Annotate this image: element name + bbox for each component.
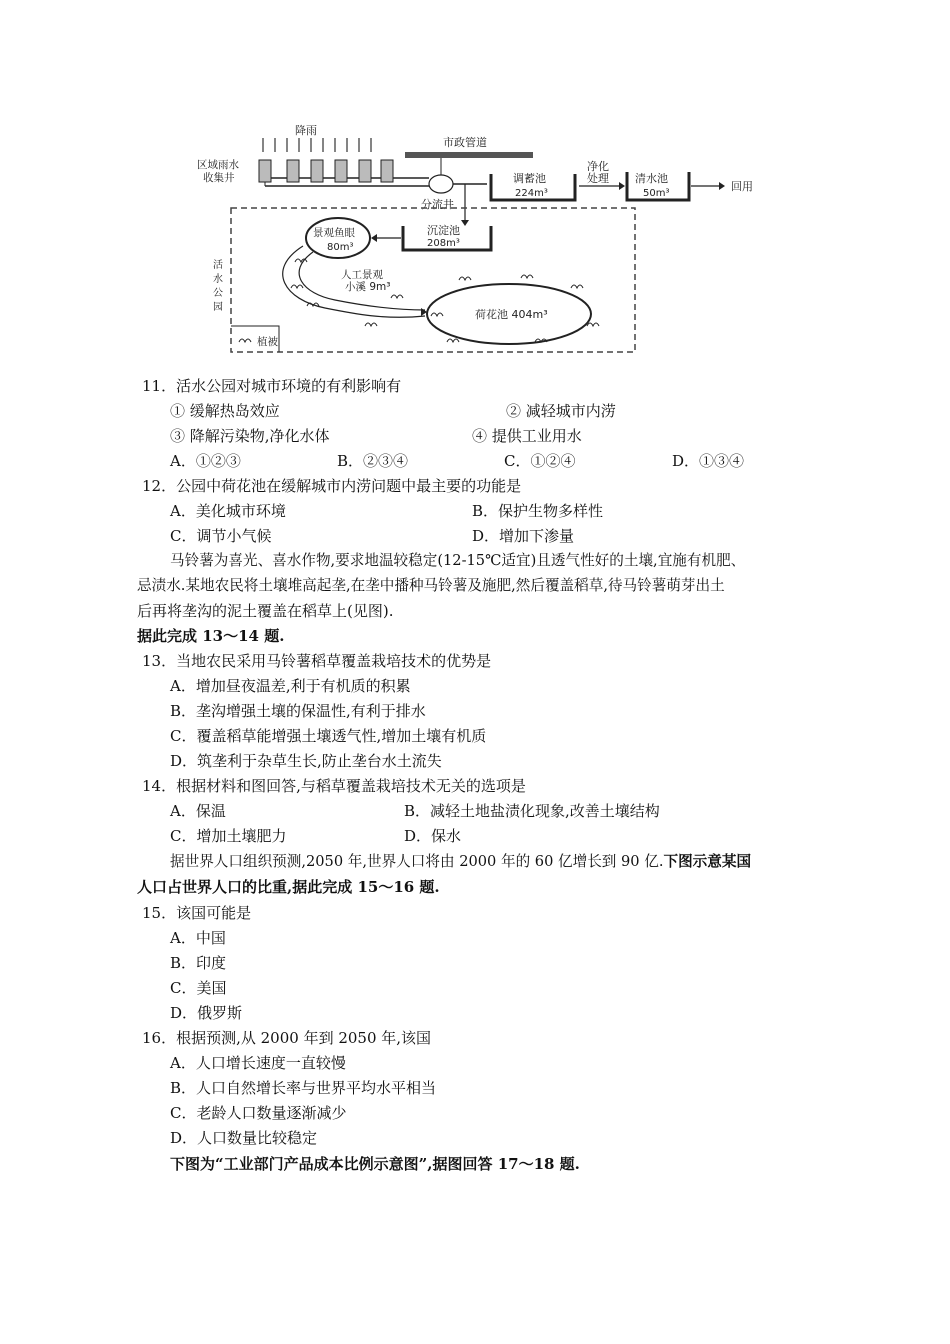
q13-option-b: B．垄沟增强土壤的保温性,有利于排水 <box>170 702 426 720</box>
q11-option-b: B．②③④ <box>337 452 409 470</box>
water-park-diagram <box>195 120 765 360</box>
passage1-line-3: 后再将垄沟的泥土覆盖在稻草上(见图). <box>137 602 394 620</box>
q14-option-a: A．保温 <box>170 802 226 820</box>
rain-label: 降雨 <box>295 124 317 137</box>
q15-option-d: D．俄罗斯 <box>170 1004 243 1022</box>
vegetation-legend-label: 植被 <box>257 336 278 348</box>
stream-label-1: 人工景观 <box>341 269 383 281</box>
q12-stem: 12．公园中荷花池在缓解城市内涝问题中最主要的功能是 <box>142 477 522 495</box>
collect-well-label-2: 收集井 <box>203 172 235 184</box>
q11-option-d: D．①③④ <box>672 452 745 470</box>
q11-item-4: ④ 提供工业用水 <box>472 427 582 445</box>
lotus-pool-label: 荷花池 404m³ <box>475 308 548 321</box>
diversion-well-label: 分流井 <box>421 198 454 211</box>
q14-option-d: D．保水 <box>404 827 462 845</box>
diversion-well <box>429 175 453 193</box>
settling-pool-label: 沉淀池 <box>427 224 460 237</box>
purify-label-2: 处理 <box>587 172 609 185</box>
regulating-pool-vol: 224m³ <box>515 188 548 199</box>
q12-option-b: B．保护生物多样性 <box>472 502 604 520</box>
q13-stem: 13．当地农民采用马铃薯稻草覆盖栽培技术的优势是 <box>142 652 492 670</box>
q15-option-c: C．美国 <box>170 979 227 997</box>
rain-arrows <box>263 138 371 152</box>
park-label: 活水公园 <box>213 260 223 313</box>
q11-option-a: A．①②③ <box>170 452 241 470</box>
q15-option-a: A．中国 <box>170 929 226 947</box>
passage2-line-1 <box>170 852 751 872</box>
q16-option-a: A．人口增长速度一直较慢 <box>170 1054 346 1072</box>
q16-option-b: B．人口自然增长率与世界平均水平相当 <box>170 1079 437 1097</box>
q14-stem: 14．根据材料和图回答,与稻草覆盖栽培技术无关的选项是 <box>142 777 526 795</box>
settling-pool-vol: 208m³ <box>427 238 460 249</box>
passage2-line-1b: 下图示意某国 <box>663 853 752 870</box>
q13-option-a: A．增加昼夜温差,利于有机质的积累 <box>170 677 411 695</box>
q12-option-c: C．调节小气候 <box>170 527 272 545</box>
q16-option-d: D．人口数量比较稳定 <box>170 1129 318 1147</box>
stream-label-2: 小溪 9m³ <box>345 281 391 293</box>
q11-item-2: ② 减轻城市内涝 <box>506 402 616 420</box>
q11-item-3: ③ 降解污染物,净化水体 <box>170 427 330 445</box>
purify-label-1: 净化 <box>587 160 609 173</box>
q15-stem: 15．该国可能是 <box>142 904 252 922</box>
passage2-line-2: 人口占世界人口的比重,据此完成 15～16 题. <box>137 878 440 896</box>
fish-eye-label: 景观鱼眼 <box>313 227 355 239</box>
clear-pool-label: 清水池 <box>635 172 668 185</box>
closing-instruction: 下图为“工业部门产品成本比例示意图”,据图回答 17～18 题. <box>170 1155 580 1173</box>
municipal-pipe <box>405 152 533 158</box>
q12-option-a: A．美化城市环境 <box>170 502 286 520</box>
q16-option-c: C．老龄人口数量逐渐减少 <box>170 1104 347 1122</box>
q13-option-c: C．覆盖稻草能增强土壤透气性,增加土壤有机质 <box>170 727 487 745</box>
municipal-pipe-label: 市政管道 <box>443 136 487 149</box>
regulating-pool-label: 调蓄池 <box>513 172 546 185</box>
clear-pool-vol: 50m³ <box>643 188 670 199</box>
passage1-line-2: 忌渍水.某地农民将土壤堆高起垄,在垄中播种马铃薯及施肥,然后覆盖稻草,待马铃薯萌芽出土 <box>137 577 725 594</box>
passage1-line-1: 马铃薯为喜光、喜水作物,要求地温较稳定(12-15℃适宜)且透气性好的土壤,宜施有机肥、 <box>170 552 746 569</box>
q12-option-d: D．增加下渗量 <box>472 527 575 545</box>
q14-option-b: B．减轻土地盐渍化现象,改善土壤结构 <box>404 802 660 820</box>
q11-option-c: C．①②④ <box>504 452 576 470</box>
q14-option-c: C．增加土壤肥力 <box>170 827 287 845</box>
passage2-line-1a: 据世界人口组织预测,2050 年,世界人口将由 2000 年的 60 亿增长到 90 亿. <box>170 853 664 870</box>
collect-well-label-1: 区域雨水 <box>197 159 239 171</box>
reuse-label: 回用 <box>731 180 753 193</box>
q11-item-1: ① 缓解热岛效应 <box>170 402 280 420</box>
q15-option-b: B．印度 <box>170 954 227 972</box>
passage1-instruction: 据此完成 13～14 题. <box>137 627 285 645</box>
q11-stem: 11．活水公园对城市环境的有利影响有 <box>142 377 402 395</box>
q13-option-d: D．筑垄利于杂草生长,防止垄台水土流失 <box>170 752 442 770</box>
fish-eye-vol: 80m³ <box>327 242 354 253</box>
q16-stem: 16．根据预测,从 2000 年到 2050 年,该国 <box>142 1029 432 1047</box>
